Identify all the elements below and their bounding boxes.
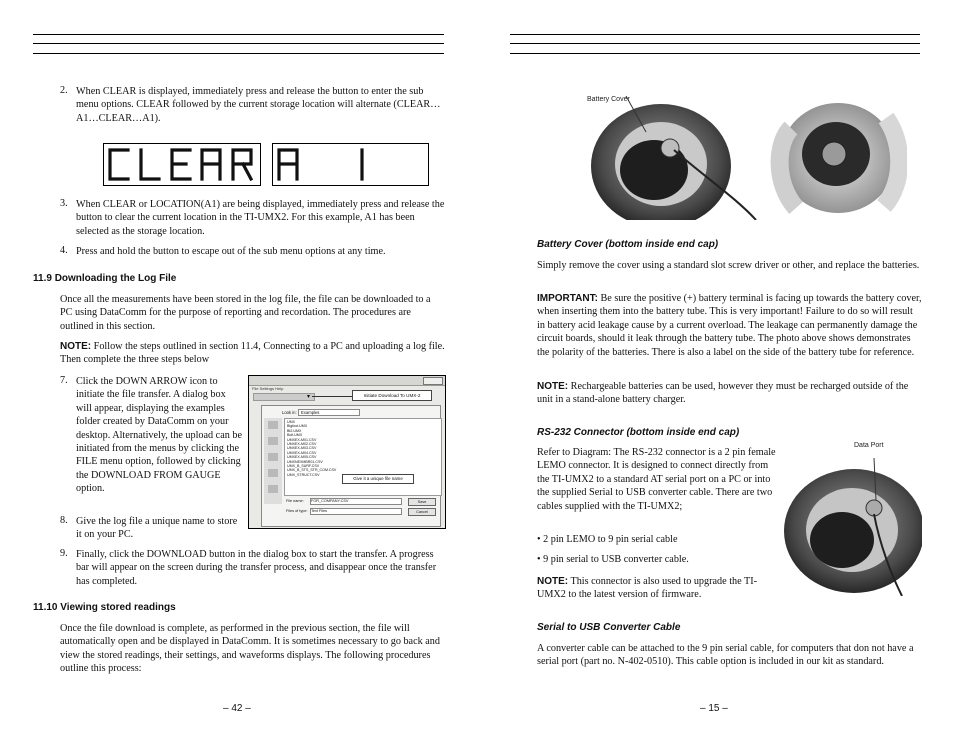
filetype-select: Text Files xyxy=(310,508,402,515)
callout-line xyxy=(312,396,352,397)
places-bar xyxy=(264,418,282,504)
list-number: 7. xyxy=(60,375,68,386)
file-item: UMXEX-M03.CSV xyxy=(287,446,317,451)
filename-label: File name: xyxy=(286,499,304,503)
place-computer-icon xyxy=(268,469,278,477)
header-rule-middle xyxy=(33,43,444,44)
step-7-text: Click the DOWN ARROW icon to initiate the file transfer. A dialog box will appear, displaying the examples folder created by DataComm on your desktop. Alternatively, the upload can be initiated from the menus by clicking the FILE menu option, followed by clicking the DOWNLOAD FROM GAUGE option. xyxy=(76,376,242,495)
list-number: 8. xyxy=(60,515,68,526)
file-item: UMX_B_STS_STR_COM.CSV xyxy=(287,468,337,473)
lcd-display-clear xyxy=(103,143,261,186)
note-label: NOTE: xyxy=(60,341,92,352)
rs232-heading: RS-232 Connector (bottom inside end cap) xyxy=(537,427,740,438)
note-label: NOTE: xyxy=(537,576,569,587)
callout-initiate-download: Initiate Download To UMX-2 xyxy=(352,390,432,401)
dialog-save-button: Save xyxy=(408,498,436,506)
data-port-caption: Data Port xyxy=(854,442,884,449)
note-text: This connector is also used to upgrade the TI-UMX2 to the latest version of firmware. xyxy=(537,576,758,601)
file-item: UMXEX-M02.CSV xyxy=(287,442,317,447)
note-text: Follow the steps outlined in section 11.4, Connecting to a PC and uploading a log file. Then complete the three steps below xyxy=(60,341,445,366)
step-3-text: When CLEAR or LOCATION(A1) are being displayed, immediately press and release the button to clear the current location in the TI-UMX2. For this example, A1 has been selected as the storage location. xyxy=(76,199,445,237)
battery-cover-photo xyxy=(586,88,907,220)
file-item: UMX_B_SURF.CSV xyxy=(287,464,320,469)
down-arrow-icon: ▾ xyxy=(306,393,310,400)
file-item: UMXEX-M01.CSV xyxy=(287,437,317,442)
data-port-photo-art xyxy=(782,436,922,596)
page-number-left: – 42 – xyxy=(223,703,251,714)
note-label: NOTE: xyxy=(537,381,569,392)
rs232-bullet-1: • 2 pin LEMO to 9 pin serial cable xyxy=(537,534,678,545)
file-item: Bigfoot.UMX xyxy=(287,424,308,429)
rs232-body: Refer to Diagram: The RS-232 connector is a 2 pin female LEMO connector. It is designed to connect directly from the TI-UMX2 to a standard AT serial port on a PC or into the supplied Serial to USB converter cable. There are two cables supplied with the TI-UMX2; xyxy=(537,447,776,512)
data-port-photo xyxy=(782,436,922,596)
file-item: UMX xyxy=(287,420,295,424)
window-menubar: File Settings Help xyxy=(252,386,284,391)
right-page xyxy=(477,0,954,738)
battery-cover-body: Simply remove the cover using a standard slot screw driver or other, and replace the batteries. xyxy=(537,260,920,271)
section-11-9-note xyxy=(60,340,445,367)
usb-converter-body: A converter cable can be attached to the 9 pin serial cable, for computers that don not have a serial port (part no. N-402-0510). This cable option is included in our kit as standard. xyxy=(537,643,914,668)
lcd-display-a1 xyxy=(272,143,429,186)
battery-cover-photo-art xyxy=(586,88,907,220)
step-8-text: Give the log file a unique name to store it on your PC. xyxy=(76,516,238,541)
toolbar xyxy=(253,393,315,401)
important-label: IMPORTANT: xyxy=(537,293,598,304)
place-documents-icon xyxy=(268,453,278,461)
rs232-note-paragraph xyxy=(537,575,777,602)
look-in-select: Examples xyxy=(298,409,360,416)
place-desktop-icon xyxy=(268,437,278,445)
callout-unique-name: Give it a unique file name xyxy=(342,474,414,484)
dialog-cancel-button: Cancel xyxy=(408,508,436,516)
file-item: UMX_STRUCT.CSV xyxy=(287,472,320,477)
section-11-10-body: Once the file download is complete, as performed in the previous section, the file will automatically open and be displayed in DataComm. It is sometimes necessary to go back and view the stored readings, their settings, and waveforms displays. The following procedures outline this process: xyxy=(60,623,440,675)
page-number-right: – 15 – xyxy=(700,703,728,714)
window-controls xyxy=(423,377,443,385)
header-rule-bottom xyxy=(510,53,920,54)
file-list xyxy=(284,418,442,496)
step-9-text: Finally, click the DOWNLOAD button in the dialog box to start the transfer. A progress bar will appear on the screen during the transfer process, and disappear once the transfer has completed. xyxy=(76,549,437,587)
section-heading-11-10: 11.10 Viewing stored readings xyxy=(33,602,176,613)
header-rule-top xyxy=(510,34,920,35)
usb-converter-heading: Serial to USB Converter Cable xyxy=(537,622,681,633)
section-11-9-intro: Once all the measurements have been stored in the log file, the file can be downloaded to a PC using DataComm for the purpose of reporting and recordation. The procedures are outlined in this section. xyxy=(60,294,431,332)
window-titlebar xyxy=(249,376,445,386)
list-number: 3. xyxy=(60,198,68,209)
lcd-clear-glyphs xyxy=(104,144,260,185)
header-rule-middle xyxy=(510,43,920,44)
battery-important-paragraph xyxy=(537,292,923,359)
filename-input: FOR_COMPANY.CSV xyxy=(310,498,402,505)
datacomm-download-screenshot xyxy=(248,375,446,529)
rs232-bullet-2: • 9 pin serial to USB converter cable. xyxy=(537,554,689,565)
save-dialog xyxy=(261,405,441,527)
file-item: UMXNEXMBR01.CSV xyxy=(287,459,323,464)
list-number: 4. xyxy=(60,245,68,256)
filetype-label: Files of type: xyxy=(286,509,308,513)
battery-cover-heading: Battery Cover (bottom inside end cap) xyxy=(537,239,719,250)
file-item: Bolt.UMX xyxy=(287,433,303,438)
file-item: UMXEX-M05.CSV xyxy=(287,455,317,460)
battery-note-paragraph xyxy=(537,380,923,407)
look-in-label: Look in: xyxy=(282,410,297,415)
important-text: Be sure the positive (+) battery terminal is facing up towards the battery cover, when inserting them into the battery tube. This is very important! Failure to do so will result in battery acid leakage cause by a current overload. The leakage can permanently damage the circuit boards, should it leak through the battery tube. The photo above shows demonstrates the polarity of the batteries. There is also a label on the side of the battery tube for reference. xyxy=(537,293,922,358)
battery-cover-caption: Battery Cover xyxy=(587,96,630,103)
note-text: Rechargeable batteries can be used, however they must be recharged outside of the unit in a stand-alone battery charger. xyxy=(537,381,909,406)
list-number: 2. xyxy=(60,85,68,96)
place-recent-icon xyxy=(268,421,278,429)
header-rule-bottom xyxy=(33,53,444,54)
file-item: UMXEX-M04.CSV xyxy=(287,450,317,455)
list-number: 9. xyxy=(60,548,68,559)
lcd-a1-glyphs xyxy=(273,144,428,185)
section-heading-11-9: 11.9 Downloading the Log File xyxy=(33,273,177,284)
step-2-text: When CLEAR is displayed, immediately press and release the button to enter the sub menu options. CLEAR followed by the current storage location will alternate (CLEAR…A1…CLEAR…A1). xyxy=(76,86,441,124)
file-item: Bt2.UMX xyxy=(287,428,302,433)
header-rule-top xyxy=(33,34,444,35)
place-network-icon xyxy=(268,485,278,493)
step-4-text: Press and hold the button to escape out of the sub menu options at any time. xyxy=(76,246,386,257)
